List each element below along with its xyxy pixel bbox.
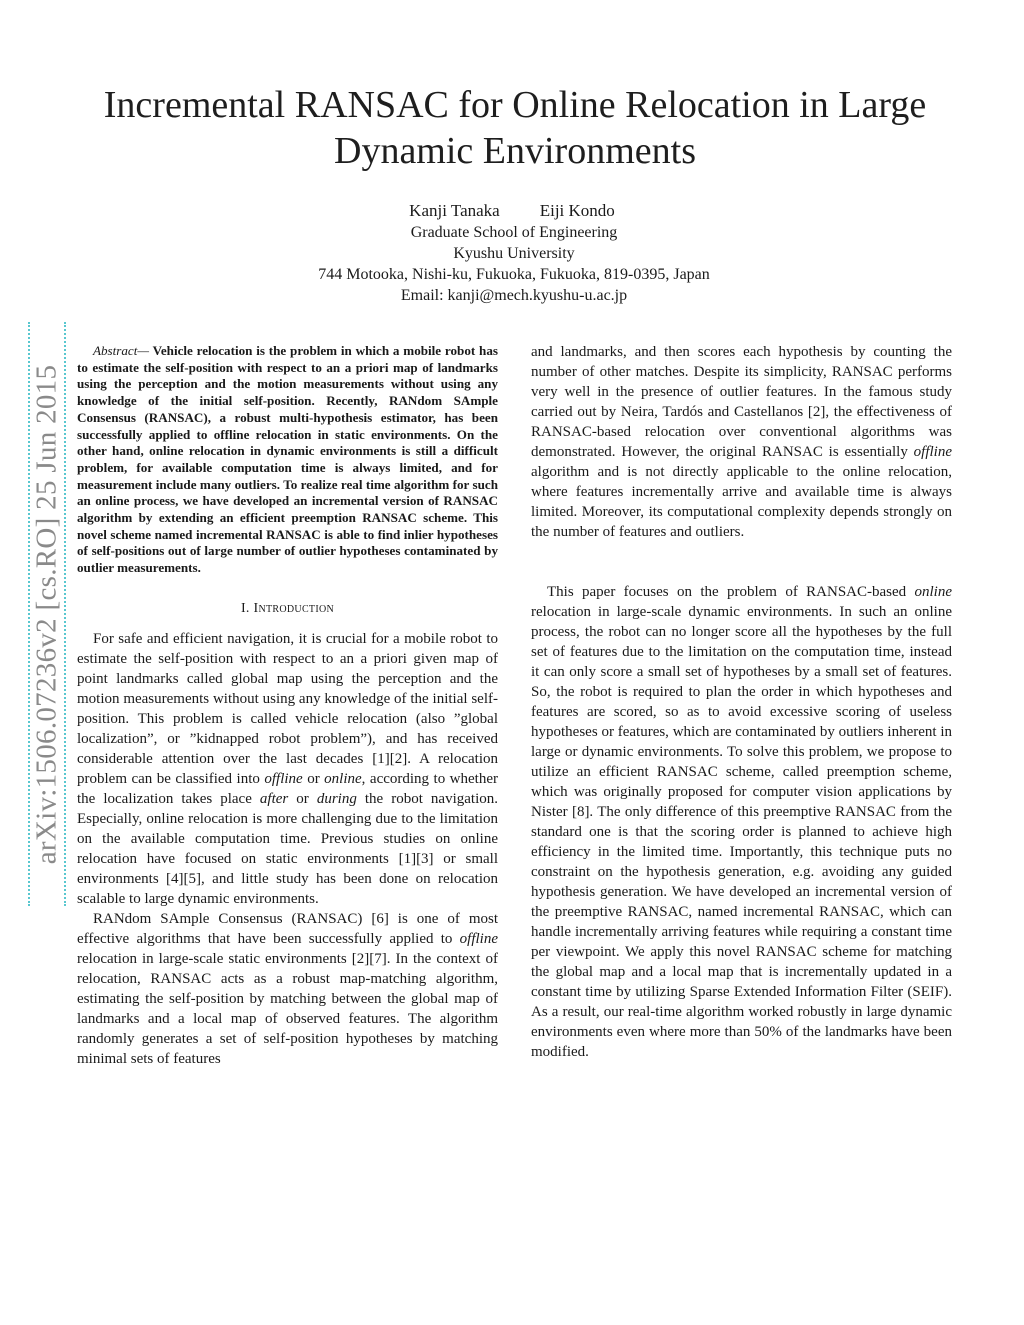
affiliation-school: Graduate School of Engineering [410,224,618,241]
text-run: or [302,770,325,787]
right-paragraph-1 [531,342,952,542]
emphasis: offline [264,770,303,787]
text-run: relocation in large-scale static environments [2][7]. In the context of relocation, RANSAC acts as a robust map-matching algorithm, estimating the self-position by matching between the global map of landmarks and a local map of observed features. The algorithm randomly generates a set of self-position hypotheses by matching minimal sets of features [77,950,498,1067]
paragraph-gap [531,542,952,582]
affiliation-address: 744 Motooka, Nishi-ku, Fukuoka, Fukuoka, 819-0395, Japan [318,266,710,283]
abstract-text: Vehicle relocation is the problem in which a mobile robot has to estimate the self-position with respect to an a priori map of landmarks using the perception and the motion measurements without using any knowledge of the initial self-position. Recently, RANdom SAmple Consensus (RANSAC), a robust multi-hypothesis estimator, has been successfully applied to offline relocation in static environments. On the other hand, online relocation in dynamic environments is still a difficult problem, for available computation time is always limited, and for measurement include many outliers. To realize real time algorithm for such an online process, we have developed an incremental version of RANSAC algorithm by extending an efficient preemption RANSAC scheme. This novel scheme named incremental RANSAC is able to find inlier hypotheses of self-positions out of large number of outlier hypotheses contaminated by outlier measurements. [77,343,498,576]
right-column [531,342,952,1062]
text-run: , according to whether the localization takes place [77,770,498,807]
text-run: RANdom SAmple Consensus (RANSAC) [6] is one of most effective algorithms that have been successfully applied to [77,910,498,947]
author-block [0,200,1024,306]
arxiv-id: arXiv:1506.07236v2 [cs.RO] 25 Jun 2015 [30,364,63,864]
abstract [77,343,498,577]
author-names [0,200,1024,221]
emphasis: offline [459,930,498,947]
abstract-lead: Abstract— [93,343,150,358]
emphasis: online [324,770,362,787]
emphasis: after [259,790,289,807]
emphasis: during [316,790,357,807]
right-paragraph-2 [531,582,952,1062]
emphasis: offline [913,444,952,460]
paper-title: Incremental RANSAC for Online Relocation in Large Dynamic Environments [103,84,927,172]
left-column [77,343,498,1069]
text-run: For safe and efficient navigation, it is crucial for a mobile robot to estimate the self-position with respect to an a priori given map of point landmarks called global map using the perception and the motion measurements without using any knowledge of the initial self-position. This problem is called vehicle relocation (also ”global localization”, or ”kidnapped robot problem”), and has received considerable attention over the last decades [1][2]. A relocation problem can be classified into [77,630,498,787]
text-run: the robot navigation. Especially, online relocation is more challenging due to the limitation on the available computation time. Previous studies on online relocation have focused on static environments [1][3] or small environments [4][5], and little study has been done on relocation scalable to large dynamic environments. [77,790,499,907]
text-run: or [288,790,317,807]
intro-paragraph-1 [77,629,498,909]
affiliation-university: Kyushu University [453,245,575,262]
emphasis: online [914,584,952,600]
text-run: and landmarks, and then scores each hypothesis by counting the number of other matches. Despite its simplicity, RANSAC performs very well in the presence of outlier features. In the famous study carried out by Neira, Tardós and Castellanos [2], the effectiveness of RANSAC-based relocation over conventional algorithms was demonstrated. However, the original RANSAC is essentially [531,344,952,460]
section-heading-introduction [77,601,498,617]
author-2: Eiji Kondo [539,201,615,220]
section-title: Introduction [253,600,335,616]
text-run: algorithm and is not directly applicable to the online relocation, where features incrementally arrive and available time is always limited. Moreover, its computational complexity depends strongly on the number of features and outliers. [531,464,952,540]
author-email: Email: kanji@mech.kyushu-u.ac.jp [400,287,628,304]
text-run: relocation in large-scale dynamic environments. In such an online process, the robot can no longer score all the hypotheses by the full set of features due to the limitation on the computation time, instead it can only score a small set of hypotheses by a small set of features. So, the robot is required to plan the order in which hypotheses and features are scored, so as to avoid excessive scoring of useless hypotheses or features, which are contaminated by outliers inherent in large or dynamic environments. To solve this problem, we propose to utilize an efficient RANSAC scheme, called preemption scheme, which was originally proposed for computer vision applications by Nister [8]. The only difference of this preemptive RANSAC from the standard one is that the scoring order is planned to achieve high efficiency in the limited time. Importantly, this technique puts no constraint on the hypothesis generation, e.g. avoiding any guided hypothesis generation. We have developed an incremental version of the preemptive RANSAC, named incremental RANSAC, which can handle incrementally arriving features while requiring a constant time per viewpoint. We apply this novel RANSAC scheme for matching the global map and a local map that is incrementally updated in a constant time by utilizing Sparse Extended Information Filter (SEIF). As a result, our real-time algorithm worked robustly in large dynamic environments even where more than 50% of the landmarks have been modified. [531,604,952,1060]
arxiv-stamp [28,322,66,906]
section-number: I. [240,600,254,616]
text-run: This paper focuses on the problem of RANSAC-based [547,584,915,600]
author-1: Kanji Tanaka [409,201,500,220]
intro-paragraph-2 [77,909,498,1069]
